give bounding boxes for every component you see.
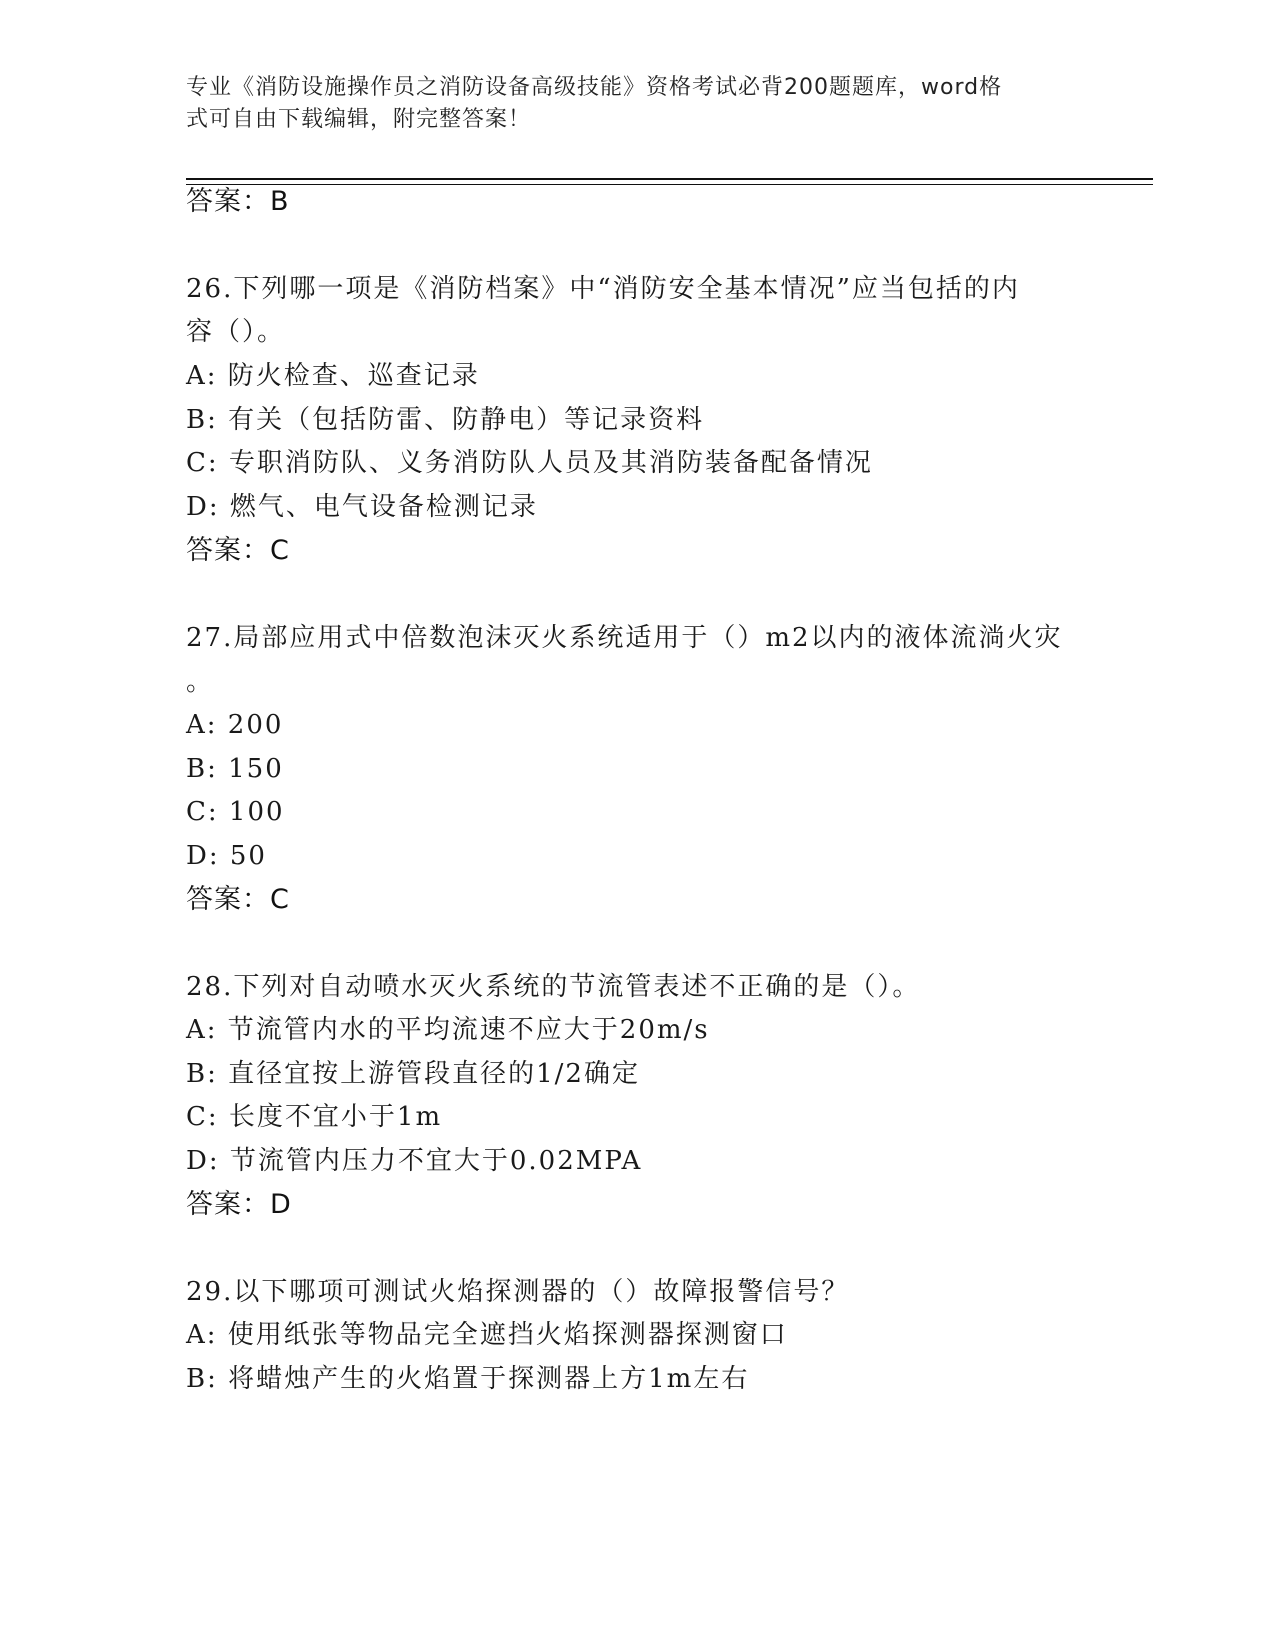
- question-27-option-a: A: 200: [186, 710, 284, 740]
- question-29-option-b: B: 将蜡烛产生的火焰置于探测器上方1m左右: [186, 1364, 750, 1394]
- question-26-stem-line-2: 容（）。: [186, 317, 286, 347]
- answer-25: 答案：B: [186, 186, 290, 217]
- question-28-option-a: A: 节流管内水的平均流速不应大于20m/s: [186, 1015, 710, 1045]
- header-rule-thin: [186, 184, 1153, 185]
- question-26-option-b: B: 有关（包括防雷、防静电）等记录资料: [186, 405, 705, 435]
- header-line-2: 式可自由下载编辑，附完整答案！: [186, 107, 532, 132]
- answer-27: 答案：C: [186, 884, 290, 915]
- question-28-option-b: B: 直径宜按上游管段直径的1/2确定: [186, 1059, 640, 1089]
- question-28-stem-line-1: 28.下列对自动喷水灭火系统的节流管表述不正确的是（）。: [186, 972, 921, 1002]
- answer-28: 答案：D: [186, 1189, 292, 1220]
- question-27-stem-line-1: 27.局部应用式中倍数泡沫灭火系统适用于（）m2以内的液体流淌火灾: [186, 623, 1063, 653]
- answer-26: 答案：C: [186, 535, 290, 566]
- question-26-stem-line-1: 26.下列哪一项是《消防档案》中“消防安全基本情况”应当包括的内: [186, 274, 1020, 304]
- question-26-option-d: D: 燃气、电气设备检测记录: [186, 492, 538, 522]
- question-27-option-c: C: 100: [186, 797, 285, 827]
- question-27-option-b: B: 150: [186, 754, 284, 784]
- header-text: [186, 72, 1086, 136]
- question-26-option-a: A: 防火检查、巡查记录: [186, 361, 480, 391]
- question-28-option-c: C: 长度不宜小于1m: [186, 1102, 443, 1132]
- question-29-stem-line-1: 29.以下哪项可测试火焰探测器的（）故障报警信号？: [186, 1277, 850, 1307]
- question-28-option-d: D: 节流管内压力不宜大于0.02MPA: [186, 1146, 643, 1176]
- question-27-option-d: D: 50: [186, 841, 267, 871]
- question-27-stem-line-2: 。: [186, 667, 215, 697]
- question-26-option-c: C: 专职消防队、义务消防队人员及其消防装备配备情况: [186, 448, 873, 478]
- question-29-option-a: A: 使用纸张等物品完全遮挡火焰探测器探测窗口: [186, 1320, 788, 1350]
- header-rule-thick: [186, 178, 1153, 180]
- header-line-1: 专业《消防设施操作员之消防设备高级技能》资格考试必背200题题库，word格: [186, 75, 1003, 100]
